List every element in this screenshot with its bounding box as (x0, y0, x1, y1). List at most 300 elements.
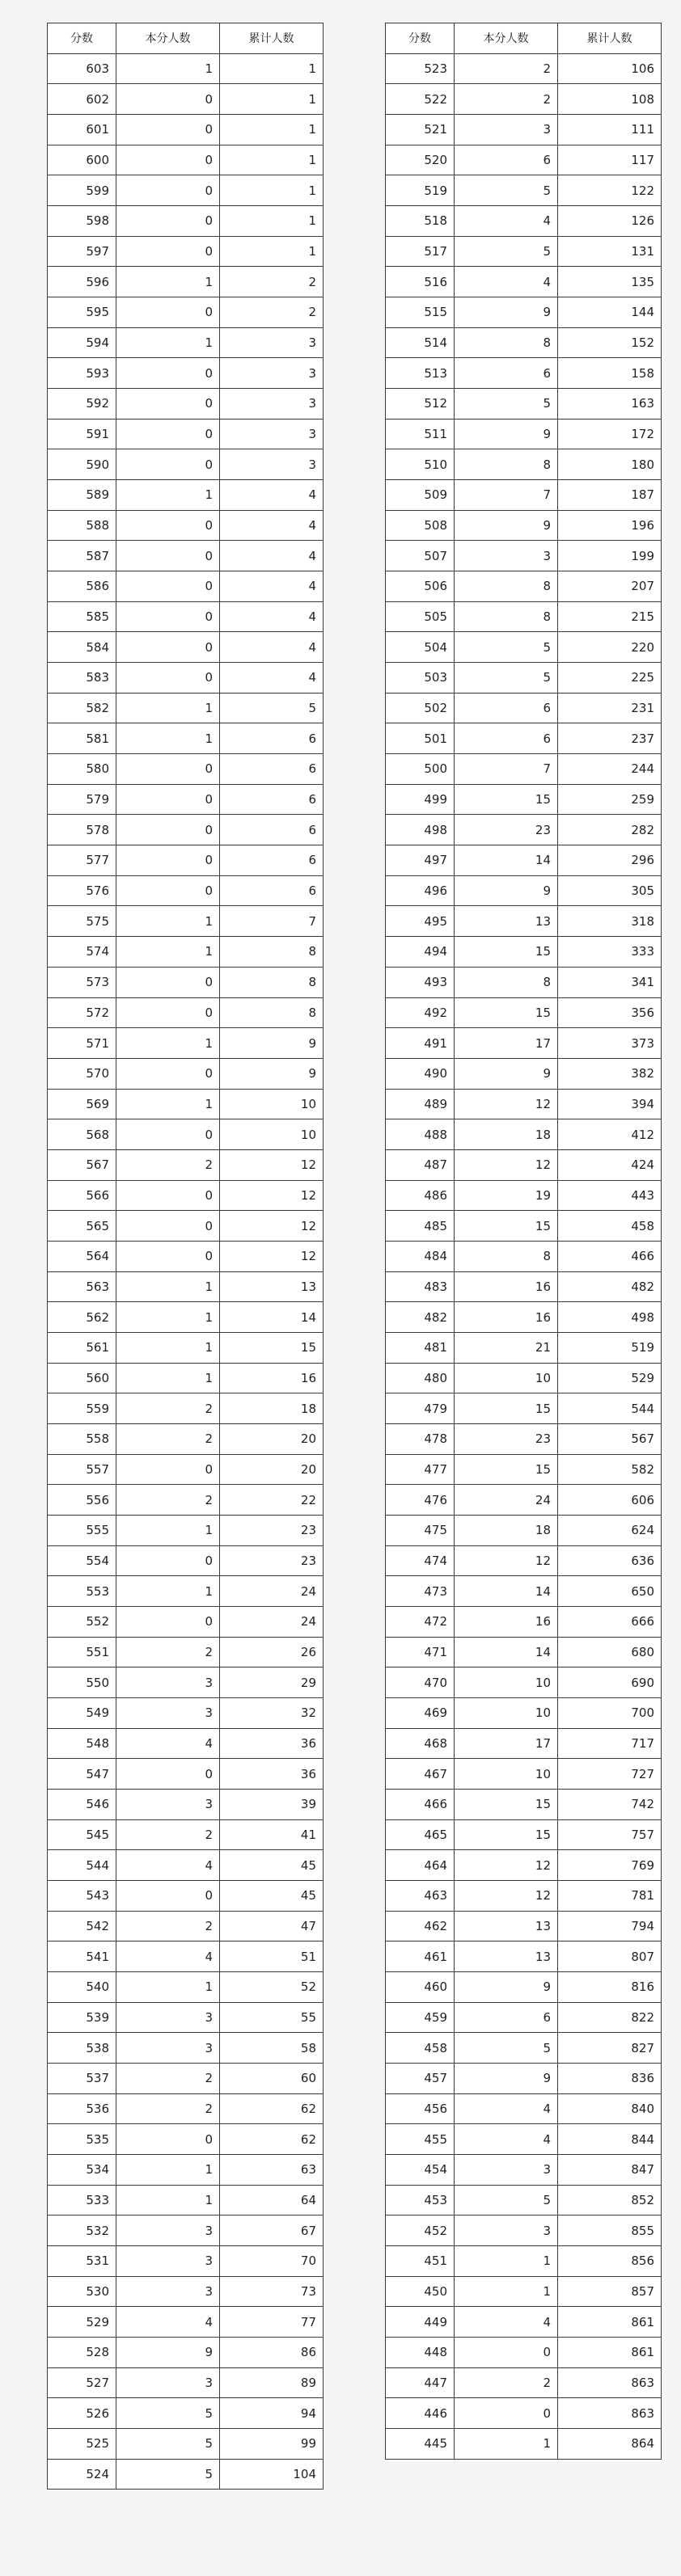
cell-cumulative: 237 (558, 723, 662, 754)
cell-cumulative: 8 (220, 937, 324, 968)
table-row (386, 1759, 662, 1790)
cell-cumulative: 52 (220, 1972, 324, 2003)
table-row (48, 1667, 324, 1698)
cell-score: 508 (386, 510, 455, 541)
cell-score: 548 (48, 1728, 116, 1759)
score-table-right (385, 23, 662, 2460)
cell-cumulative: 13 (220, 1271, 324, 1302)
cell-count: 0 (116, 1880, 220, 1911)
cell-count: 3 (455, 2216, 558, 2246)
cell-count: 1 (116, 1515, 220, 1545)
cell-cumulative: 717 (558, 1728, 662, 1759)
cell-count: 12 (455, 1850, 558, 1881)
cell-cumulative: 852 (558, 2185, 662, 2216)
table-row (48, 510, 324, 541)
cell-score: 518 (386, 206, 455, 237)
cell-score: 544 (48, 1850, 116, 1881)
table-row (48, 1423, 324, 1454)
cell-score: 504 (386, 632, 455, 663)
cell-count: 0 (116, 510, 220, 541)
cell-cumulative: 666 (558, 1606, 662, 1637)
cell-score: 540 (48, 1972, 116, 2003)
cell-score: 580 (48, 754, 116, 785)
table-row (48, 906, 324, 937)
table-row (48, 541, 324, 571)
table-row (48, 1819, 324, 1850)
cell-score: 521 (386, 115, 455, 145)
cell-count: 4 (455, 2307, 558, 2338)
cell-cumulative: 180 (558, 449, 662, 480)
cell-cumulative: 636 (558, 1545, 662, 1576)
cell-count: 9 (455, 1058, 558, 1089)
cell-score: 483 (386, 1271, 455, 1302)
cell-count: 0 (455, 2338, 558, 2368)
cell-count: 0 (116, 571, 220, 602)
table-row (386, 845, 662, 876)
table-row (386, 1972, 662, 2003)
cell-score: 553 (48, 1576, 116, 1607)
cell-count: 8 (455, 327, 558, 358)
cell-count: 5 (455, 2033, 558, 2064)
cell-score: 486 (386, 1180, 455, 1211)
table-row (48, 84, 324, 115)
cell-count: 3 (116, 1789, 220, 1819)
cell-score: 572 (48, 997, 116, 1028)
cell-score: 474 (386, 1545, 455, 1576)
cell-count: 1 (116, 1576, 220, 1607)
cell-cumulative: 690 (558, 1667, 662, 1698)
cell-score: 575 (48, 906, 116, 937)
cell-cumulative: 1 (220, 175, 324, 206)
cell-score: 492 (386, 997, 455, 1028)
cell-cumulative: 163 (558, 389, 662, 419)
cell-cumulative: 650 (558, 1576, 662, 1607)
cell-score: 457 (386, 2064, 455, 2094)
header-row (48, 23, 324, 54)
cell-cumulative: 827 (558, 2033, 662, 2064)
cell-score: 588 (48, 510, 116, 541)
table-row (386, 389, 662, 419)
cell-count: 0 (116, 358, 220, 389)
table-row (386, 1423, 662, 1454)
table-row (386, 601, 662, 632)
cell-cumulative: 172 (558, 419, 662, 449)
cell-cumulative: 412 (558, 1119, 662, 1150)
table-row (386, 2429, 662, 2460)
table-row (48, 1363, 324, 1393)
cell-cumulative: 62 (220, 2124, 324, 2155)
cell-score: 458 (386, 2033, 455, 2064)
cell-cumulative: 861 (558, 2307, 662, 2338)
cell-count: 1 (116, 1302, 220, 1333)
cell-score: 514 (386, 327, 455, 358)
cell-count: 16 (455, 1606, 558, 1637)
cell-count: 1 (116, 1271, 220, 1302)
cell-count: 9 (455, 2064, 558, 2094)
cell-cumulative: 855 (558, 2216, 662, 2246)
header-count: 本分人数 (116, 23, 220, 54)
cell-score: 597 (48, 236, 116, 267)
cell-count: 9 (116, 2338, 220, 2368)
cell-cumulative: 63 (220, 2155, 324, 2186)
cell-count: 6 (455, 358, 558, 389)
cell-cumulative: 122 (558, 175, 662, 206)
table-row (386, 510, 662, 541)
cell-cumulative: 742 (558, 1789, 662, 1819)
cell-cumulative: 6 (220, 723, 324, 754)
table-row (386, 1850, 662, 1881)
cell-count: 1 (116, 723, 220, 754)
table-row (48, 419, 324, 449)
cell-count: 9 (455, 297, 558, 328)
cell-score: 494 (386, 937, 455, 968)
table-row (48, 845, 324, 876)
cell-count: 0 (116, 2124, 220, 2155)
table-row (48, 2367, 324, 2398)
cell-score: 477 (386, 1454, 455, 1485)
cell-score: 564 (48, 1241, 116, 1271)
cell-cumulative: 20 (220, 1454, 324, 1485)
cell-score: 587 (48, 541, 116, 571)
cell-score: 467 (386, 1759, 455, 1790)
cell-score: 480 (386, 1363, 455, 1393)
cell-cumulative: 62 (220, 2093, 324, 2124)
cell-cumulative: 700 (558, 1697, 662, 1728)
cell-cumulative: 60 (220, 2064, 324, 2094)
table-row (386, 145, 662, 175)
cell-count: 0 (116, 1545, 220, 1576)
table-row (386, 2216, 662, 2246)
cell-score: 488 (386, 1119, 455, 1150)
cell-count: 1 (116, 693, 220, 723)
table-row (48, 2124, 324, 2155)
cell-count: 13 (455, 906, 558, 937)
cell-cumulative: 6 (220, 815, 324, 845)
table-row (48, 1850, 324, 1881)
cell-cumulative: 111 (558, 115, 662, 145)
table-row (386, 53, 662, 84)
cell-cumulative: 3 (220, 327, 324, 358)
cell-score: 596 (48, 267, 116, 297)
cell-cumulative: 259 (558, 784, 662, 815)
table-body-left (48, 53, 324, 2490)
table-row (48, 1211, 324, 1242)
cell-cumulative: 225 (558, 663, 662, 694)
table-row (48, 389, 324, 419)
cell-score: 560 (48, 1363, 116, 1393)
cell-cumulative: 45 (220, 1850, 324, 1881)
cell-score: 568 (48, 1119, 116, 1150)
cell-cumulative: 624 (558, 1515, 662, 1545)
cell-score: 462 (386, 1911, 455, 1941)
cell-cumulative: 2 (220, 267, 324, 297)
cell-cumulative: 14 (220, 1302, 324, 1333)
cell-score: 450 (386, 2276, 455, 2307)
table-row (386, 1697, 662, 1728)
table-row (386, 1089, 662, 1119)
cell-cumulative: 3 (220, 389, 324, 419)
cell-count: 0 (116, 754, 220, 785)
cell-count: 12 (455, 1149, 558, 1180)
table-row (48, 1941, 324, 1972)
cell-score: 539 (48, 2002, 116, 2033)
cell-count: 17 (455, 1728, 558, 1759)
cell-count: 10 (455, 1759, 558, 1790)
table-row (386, 784, 662, 815)
cell-count: 0 (116, 663, 220, 694)
cell-cumulative: 847 (558, 2155, 662, 2186)
cell-count: 2 (116, 1149, 220, 1180)
table-row (48, 1454, 324, 1485)
table-row (386, 997, 662, 1028)
cell-score: 571 (48, 1028, 116, 1059)
cell-count: 15 (455, 784, 558, 815)
cell-cumulative: 23 (220, 1515, 324, 1545)
cell-count: 4 (116, 1850, 220, 1881)
cell-cumulative: 45 (220, 1880, 324, 1911)
table-row (386, 2155, 662, 2186)
cell-cumulative: 5 (220, 693, 324, 723)
cell-score: 490 (386, 1058, 455, 1089)
cell-score: 491 (386, 1028, 455, 1059)
cell-cumulative: 26 (220, 1637, 324, 1667)
cell-count: 7 (455, 754, 558, 785)
table-row (386, 2064, 662, 2094)
table-row (386, 1119, 662, 1150)
cell-count: 15 (455, 997, 558, 1028)
header-score: 分数 (48, 23, 116, 54)
cell-count: 0 (116, 967, 220, 997)
cell-score: 515 (386, 297, 455, 328)
cell-count: 8 (455, 571, 558, 602)
cell-score: 573 (48, 967, 116, 997)
table-row (386, 1271, 662, 1302)
cell-score: 507 (386, 541, 455, 571)
cell-count: 14 (455, 845, 558, 876)
cell-score: 493 (386, 967, 455, 997)
table-body-right (386, 53, 662, 2459)
table-row (386, 2002, 662, 2033)
cell-cumulative: 24 (220, 1606, 324, 1637)
table-row (48, 1789, 324, 1819)
cell-cumulative: 39 (220, 1789, 324, 1819)
cell-cumulative: 7 (220, 906, 324, 937)
cell-count: 23 (455, 1423, 558, 1454)
cell-count: 2 (455, 53, 558, 84)
cell-count: 3 (116, 2276, 220, 2307)
cell-count: 0 (116, 115, 220, 145)
cell-count: 5 (455, 236, 558, 267)
cell-count: 0 (116, 297, 220, 328)
cell-cumulative: 373 (558, 1028, 662, 1059)
cell-count: 15 (455, 1211, 558, 1242)
table-row (48, 632, 324, 663)
cell-count: 14 (455, 1637, 558, 1667)
cell-cumulative: 32 (220, 1697, 324, 1728)
cell-score: 554 (48, 1545, 116, 1576)
cell-count: 1 (455, 2429, 558, 2460)
cell-score: 516 (386, 267, 455, 297)
cell-count: 3 (455, 115, 558, 145)
cell-score: 500 (386, 754, 455, 785)
cell-cumulative: 394 (558, 1089, 662, 1119)
cell-cumulative: 3 (220, 419, 324, 449)
cell-cumulative: 187 (558, 480, 662, 511)
cell-count: 3 (455, 2155, 558, 2186)
cell-count: 24 (455, 1485, 558, 1516)
header-row (386, 23, 662, 54)
cell-score: 589 (48, 480, 116, 511)
table-row (48, 601, 324, 632)
cell-cumulative: 341 (558, 967, 662, 997)
cell-count: 8 (455, 449, 558, 480)
table-row (48, 2033, 324, 2064)
cell-count: 10 (455, 1363, 558, 1393)
cell-cumulative: 9 (220, 1028, 324, 1059)
cell-cumulative: 6 (220, 845, 324, 876)
cell-score: 454 (386, 2155, 455, 2186)
cell-count: 6 (455, 145, 558, 175)
cell-score: 455 (386, 2124, 455, 2155)
cell-score: 510 (386, 449, 455, 480)
table-row (48, 1089, 324, 1119)
cell-count: 0 (116, 875, 220, 906)
cell-count: 1 (116, 53, 220, 84)
cell-cumulative: 10 (220, 1089, 324, 1119)
cell-cumulative: 20 (220, 1423, 324, 1454)
cell-score: 447 (386, 2367, 455, 2398)
score-table-left (47, 23, 324, 2490)
cell-score: 501 (386, 723, 455, 754)
cell-cumulative: 117 (558, 145, 662, 175)
cell-cumulative: 231 (558, 693, 662, 723)
cell-cumulative: 606 (558, 1485, 662, 1516)
cell-count: 1 (116, 480, 220, 511)
cell-score: 509 (386, 480, 455, 511)
cell-score: 536 (48, 2093, 116, 2124)
cell-score: 549 (48, 1697, 116, 1728)
cell-count: 16 (455, 1271, 558, 1302)
cell-score: 513 (386, 358, 455, 389)
cell-cumulative: 382 (558, 1058, 662, 1089)
cell-score: 497 (386, 845, 455, 876)
cell-score: 603 (48, 53, 116, 84)
cell-cumulative: 807 (558, 1941, 662, 1972)
cell-score: 482 (386, 1302, 455, 1333)
table-row (386, 419, 662, 449)
table-row (386, 723, 662, 754)
table-row (48, 1911, 324, 1941)
cell-score: 496 (386, 875, 455, 906)
cell-cumulative: 108 (558, 84, 662, 115)
cell-score: 468 (386, 1728, 455, 1759)
table-row (48, 2429, 324, 2460)
cell-cumulative: 36 (220, 1728, 324, 1759)
table-row (386, 1302, 662, 1333)
cell-score: 584 (48, 632, 116, 663)
cell-count: 15 (455, 1789, 558, 1819)
cell-score: 601 (48, 115, 116, 145)
cell-cumulative: 135 (558, 267, 662, 297)
cell-score: 448 (386, 2338, 455, 2368)
cell-cumulative: 158 (558, 358, 662, 389)
table-row (48, 997, 324, 1028)
cell-score: 470 (386, 1667, 455, 1698)
cell-cumulative: 727 (558, 1759, 662, 1790)
cell-cumulative: 89 (220, 2367, 324, 2398)
cell-score: 542 (48, 1911, 116, 1941)
cell-cumulative: 152 (558, 327, 662, 358)
table-row (386, 1637, 662, 1667)
cell-score: 583 (48, 663, 116, 694)
table-row (48, 1515, 324, 1545)
cell-cumulative: 36 (220, 1759, 324, 1790)
table-row (48, 875, 324, 906)
cell-cumulative: 567 (558, 1423, 662, 1454)
table-row (48, 967, 324, 997)
cell-score: 517 (386, 236, 455, 267)
cell-count: 5 (455, 175, 558, 206)
cell-cumulative: 769 (558, 1850, 662, 1881)
table-row (386, 2124, 662, 2155)
table-row (386, 267, 662, 297)
cell-count: 9 (455, 875, 558, 906)
cell-score: 499 (386, 784, 455, 815)
cell-cumulative: 6 (220, 784, 324, 815)
table-row (386, 1880, 662, 1911)
table-row (48, 2155, 324, 2186)
cell-count: 1 (116, 1332, 220, 1363)
cell-cumulative: 244 (558, 754, 662, 785)
table-row (386, 1789, 662, 1819)
cell-cumulative: 1 (220, 84, 324, 115)
cell-cumulative: 86 (220, 2338, 324, 2368)
cell-cumulative: 220 (558, 632, 662, 663)
header-score: 分数 (386, 23, 455, 54)
cell-score: 550 (48, 1667, 116, 1698)
cell-score: 528 (48, 2338, 116, 2368)
table-row (48, 784, 324, 815)
cell-cumulative: 529 (558, 1363, 662, 1393)
cell-cumulative: 23 (220, 1545, 324, 1576)
cell-score: 475 (386, 1515, 455, 1545)
cell-cumulative: 4 (220, 663, 324, 694)
table-row (386, 1149, 662, 1180)
cell-score: 586 (48, 571, 116, 602)
cell-count: 0 (116, 1606, 220, 1637)
cell-count: 3 (116, 2216, 220, 2246)
table-row (48, 175, 324, 206)
cell-score: 519 (386, 175, 455, 206)
cell-count: 3 (116, 1667, 220, 1698)
cell-score: 535 (48, 2124, 116, 2155)
cell-cumulative: 58 (220, 2033, 324, 2064)
cell-cumulative: 781 (558, 1880, 662, 1911)
header-cumulative: 累计人数 (220, 23, 324, 54)
cell-score: 478 (386, 1423, 455, 1454)
table-row (386, 175, 662, 206)
header-cumulative: 累计人数 (558, 23, 662, 54)
table-row (48, 815, 324, 845)
cell-score: 489 (386, 1089, 455, 1119)
cell-count: 1 (116, 267, 220, 297)
cell-score: 445 (386, 2429, 455, 2460)
cell-count: 0 (116, 1058, 220, 1089)
cell-cumulative: 857 (558, 2276, 662, 2307)
cell-count: 5 (455, 663, 558, 694)
cell-score: 578 (48, 815, 116, 845)
cell-score: 590 (48, 449, 116, 480)
